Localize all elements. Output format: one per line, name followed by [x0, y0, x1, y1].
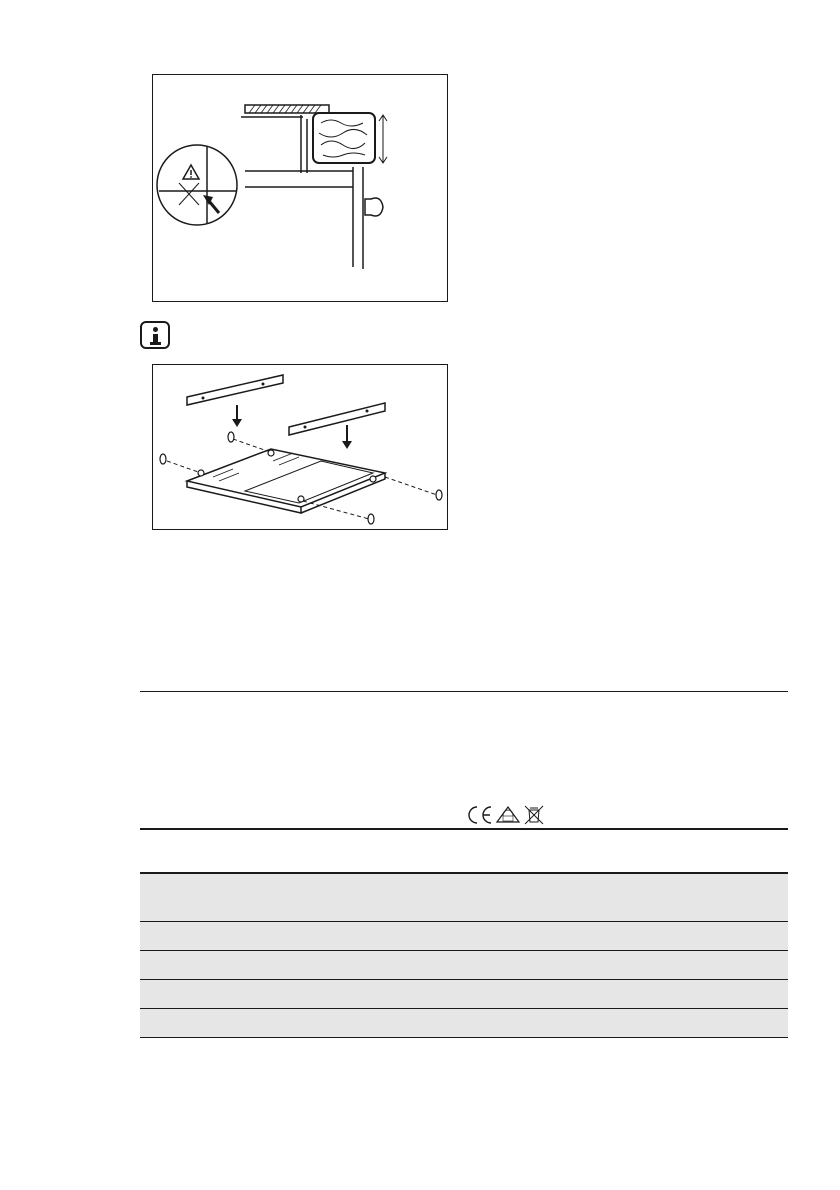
weee-bin-icon	[525, 806, 543, 824]
table-row	[140, 980, 788, 1009]
table-row	[140, 1009, 788, 1038]
installation-figure-clearance	[152, 74, 448, 302]
clearance-drawing	[153, 75, 447, 301]
certification-marks	[467, 804, 553, 826]
ce-mark-icon	[469, 807, 491, 823]
bracket-drawing	[153, 365, 447, 529]
info-icon	[140, 321, 170, 349]
section-divider-strong	[140, 828, 788, 830]
vde-mark-icon	[497, 807, 519, 822]
technical-data-table	[140, 872, 788, 1038]
table-row	[140, 951, 788, 980]
table-header-row	[140, 872, 788, 922]
table-row	[140, 922, 788, 951]
installation-figure-brackets	[152, 364, 448, 530]
section-divider	[140, 691, 788, 692]
